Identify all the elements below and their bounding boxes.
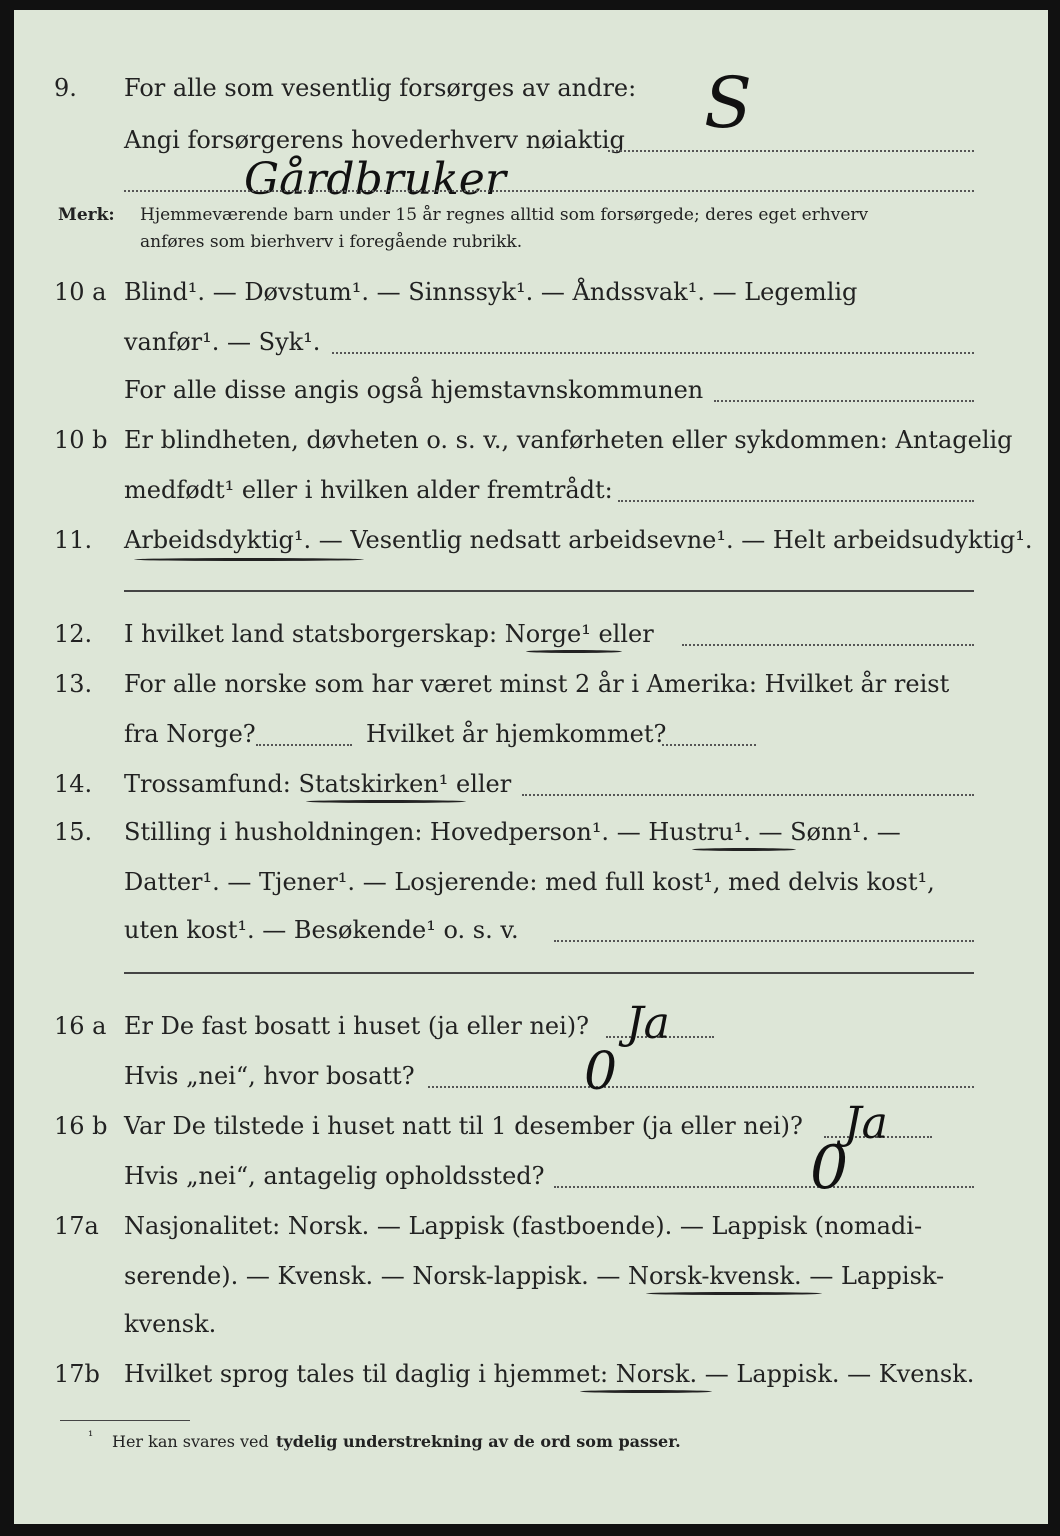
footnote-mark: ¹: [88, 1429, 94, 1444]
q13-line1: For alle norske som har været minst 2 år i Amerika: Hvilket år reist: [124, 670, 950, 698]
q11-underline-mark: [134, 558, 364, 561]
q9-answer-line-2: [124, 190, 974, 192]
q15-line1: Stilling i husholdningen: Hovedperson¹. — Hustru¹. — Sønn¹. —: [124, 818, 901, 846]
item-number-10a: 10 a: [54, 278, 107, 306]
q10b-line2: medfødt¹ eller i hvilken alder fremtrådt:: [124, 476, 613, 504]
q14-dots: [522, 794, 974, 796]
item-number-11: 11.: [54, 526, 93, 554]
q11-line1: Arbeidsdyktig¹. — Vesentlig nedsatt arbeidsevne¹. — Helt arbeidsudyktig¹.: [124, 526, 1033, 554]
q10a-line3: For alle disse angis også hjemstavnskommunen: [124, 376, 704, 404]
item-number-12: 12.: [54, 620, 93, 648]
q16b-line1: Var De tilstede i huset natt til 1 desember (ja eller nei)?: [124, 1112, 803, 1140]
q10a-line1: Blind¹. — Døvstum¹. — Sinnssyk¹. — Åndssvak¹. — Legemlig: [124, 278, 858, 306]
q16b-handwritten-answer-2: 0: [810, 1133, 849, 1203]
footnote-text-bold: tydelig understrekning av de ord som passer.: [276, 1432, 681, 1451]
q16b-handwritten-answer-1: Ja: [844, 1098, 888, 1149]
q16a-line1: Er De fast bosatt i huset (ja eller nei)?: [124, 1012, 590, 1040]
q17a-line1: Nasjonalitet: Norsk. — Lappisk (fastboende). — Lappisk (nomadi-: [124, 1212, 923, 1240]
merk-label: Merk:: [58, 205, 115, 225]
q12-line1: I hvilket land statsborgerskap: Norge¹ eller: [124, 620, 654, 648]
q9-handwritten-answer: Gårdbruker: [244, 154, 506, 205]
q10b-line2-dots: [618, 500, 974, 502]
q17a-underline-mark: [646, 1292, 822, 1295]
census-form-page: [14, 10, 1048, 1524]
q15-dots: [554, 940, 974, 942]
merk-line1: Hjemmeværende barn under 15 år regnes alltid som forsørgede; deres eget erhverv: [140, 205, 869, 225]
q9-answer-line: [608, 150, 974, 152]
item-number-13: 13.: [54, 670, 93, 698]
q9-line1: For alle som vesentlig forsørges av andre:: [124, 74, 637, 102]
q9-line2: Angi forsørgerens hovederhverv nøiaktig: [124, 126, 625, 154]
q17a-line2: serende). — Kvensk. — Norsk-lappisk. — Norsk-kvensk. — Lappisk-: [124, 1262, 945, 1290]
q12-dots: [682, 644, 974, 646]
item-number-17a: 17a: [54, 1212, 99, 1240]
q16a-dots-2: [428, 1086, 974, 1088]
q12-underline-mark: [526, 650, 622, 653]
item-number-14: 14.: [54, 770, 93, 798]
q14-underline-mark: [306, 800, 466, 803]
q16b-line2: Hvis „nei“, antagelig opholdssted?: [124, 1162, 545, 1190]
q10a-line2: vanfør¹. — Syk¹.: [124, 328, 321, 356]
footnote-text-plain: Her kan svares ved: [112, 1432, 269, 1451]
item-number-15: 15.: [54, 818, 93, 846]
item-number-16b: 16 b: [54, 1112, 108, 1140]
q10b-line1: Er blindheten, døvheten o. s. v., vanførheten eller sykdommen: Antagelig: [124, 426, 1013, 454]
q16b-dots-2: [554, 1186, 974, 1188]
q17b-underline-mark: [580, 1390, 712, 1393]
q15-line3: uten kost¹. — Besøkende¹ o. s. v.: [124, 916, 519, 944]
item-number-10b: 10 b: [54, 426, 108, 454]
q9-handwritten-mark: S: [704, 62, 752, 144]
item-number-16a: 16 a: [54, 1012, 107, 1040]
q13-line2b: Hvilket år hjemkommet?: [366, 720, 667, 748]
q11-rule: [124, 590, 974, 592]
q16a-handwritten-answer-2: 0: [584, 1042, 618, 1102]
q13-dots-a: [256, 744, 352, 746]
q15-underline-mark: [692, 848, 796, 851]
item-number-17b: 17b: [54, 1360, 100, 1388]
q13-line2a: fra Norge?: [124, 720, 256, 748]
merk-line2: anføres som bierhverv i foregående rubrikk.: [140, 232, 523, 252]
q14-line1: Trossamfund: Statskirken¹ eller: [124, 770, 512, 798]
q13-dots-b: [662, 744, 756, 746]
item-number-9: 9.: [54, 74, 77, 102]
q16a-handwritten-answer-1: Ja: [626, 998, 670, 1049]
q10a-line2-dots: [332, 352, 974, 354]
q15-rule: [124, 972, 974, 974]
q16a-line2: Hvis „nei“, hvor bosatt?: [124, 1062, 415, 1090]
footnote-rule: [60, 1420, 190, 1421]
q17a-line3: kvensk.: [124, 1310, 217, 1338]
q10a-line3-dots: [714, 400, 974, 402]
q15-line2: Datter¹. — Tjener¹. — Losjerende: med full kost¹, med delvis kost¹,: [124, 868, 935, 896]
q17b-line1: Hvilket sprog tales til daglig i hjemmet: Norsk. — Lappisk. — Kvensk.: [124, 1360, 975, 1388]
